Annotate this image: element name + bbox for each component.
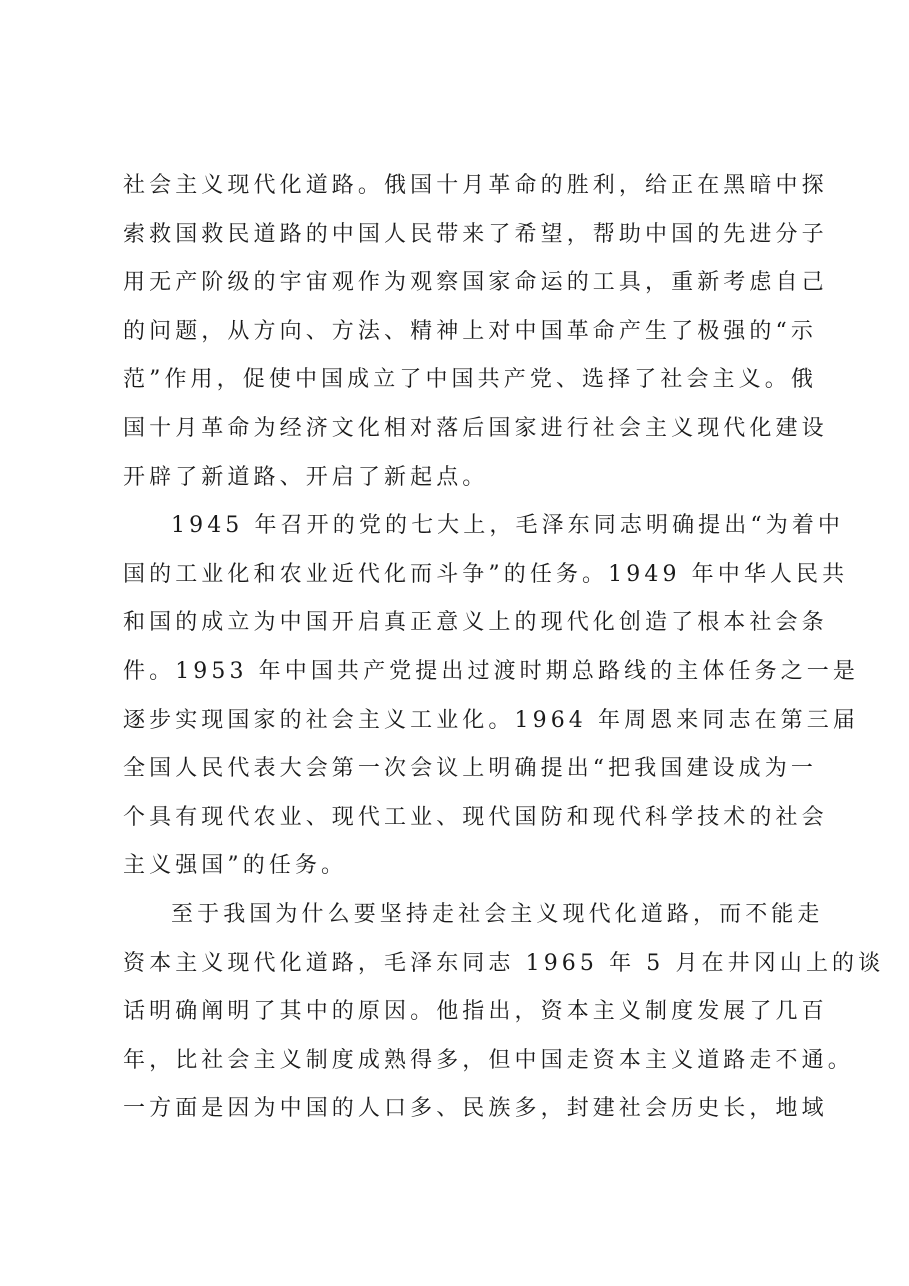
paragraph-3-line-2: 资本主义现代化道路，毛泽东同志 1965 年 5 月在井冈山上的谈 bbox=[123, 950, 885, 976]
paragraph-2-line-6: 全国人民代表大会第一次会议上明确提出“把我国建设成为一 bbox=[123, 756, 817, 782]
paragraph-2-line-1: 1945 年召开的党的七大上，毛泽东同志明确提出“为着中 bbox=[171, 513, 845, 539]
paragraph-2-line-5: 逐步实现国家的社会主义工业化。1964 年周恩来同志在第三届 bbox=[123, 707, 859, 733]
paragraph-1-line-7: 开辟了新道路、开启了新起点。 bbox=[123, 464, 489, 490]
paragraph-2-line-8: 主义强国”的任务。 bbox=[123, 853, 348, 879]
paragraph-3-line-1: 至于我国为什么要坚持走社会主义现代化道路，而不能走 bbox=[171, 901, 824, 927]
paragraph-1-line-2: 索救国救民道路的中国人民带来了希望，帮助中国的先进分子 bbox=[123, 221, 828, 247]
paragraph-3-line-5: 一方面是因为中国的人口多、民族多，封建社会历史长，地域 bbox=[123, 1096, 828, 1122]
paragraph-3-line-4: 年，比社会主义制度成熟得多，但中国走资本主义道路走不通。 bbox=[123, 1047, 854, 1073]
paragraph-2-line-4: 件。1953 年中国共产党提出过渡时期总路线的主体任务之一是 bbox=[123, 658, 859, 684]
paragraph-1-line-6: 国十月革命为经济文化相对落后国家进行社会主义现代化建设 bbox=[123, 415, 828, 441]
paragraph-2-line-7: 个具有现代农业、现代工业、现代国防和现代科学技术的社会 bbox=[123, 804, 828, 830]
paragraph-1-line-3: 用无产阶级的宇宙观作为观察国家命运的工具，重新考虑自己 bbox=[123, 270, 828, 296]
paragraph-3-line-3: 话明确阐明了其中的原因。他指出，资本主义制度发展了几百 bbox=[123, 999, 828, 1025]
paragraph-2-line-2: 国的工业化和农业近代化而斗争”的任务。1949 年中华人民共 bbox=[123, 561, 849, 587]
body-text bbox=[123, 162, 885, 1134]
paragraph-2-line-3: 和国的成立为中国开启真正意义上的现代化创造了根本社会条 bbox=[123, 610, 828, 636]
paragraph-1-line-1: 社会主义现代化道路。俄国十月革命的胜利，给正在黑暗中探 bbox=[123, 173, 828, 198]
paragraph-1-line-5: 范”作用，促使中国成立了中国共产党、选择了社会主义。俄 bbox=[123, 367, 817, 393]
paragraph-1-line-4: 的问题，从方向、方法、精神上对中国革命产生了极强的“示 bbox=[123, 318, 817, 344]
